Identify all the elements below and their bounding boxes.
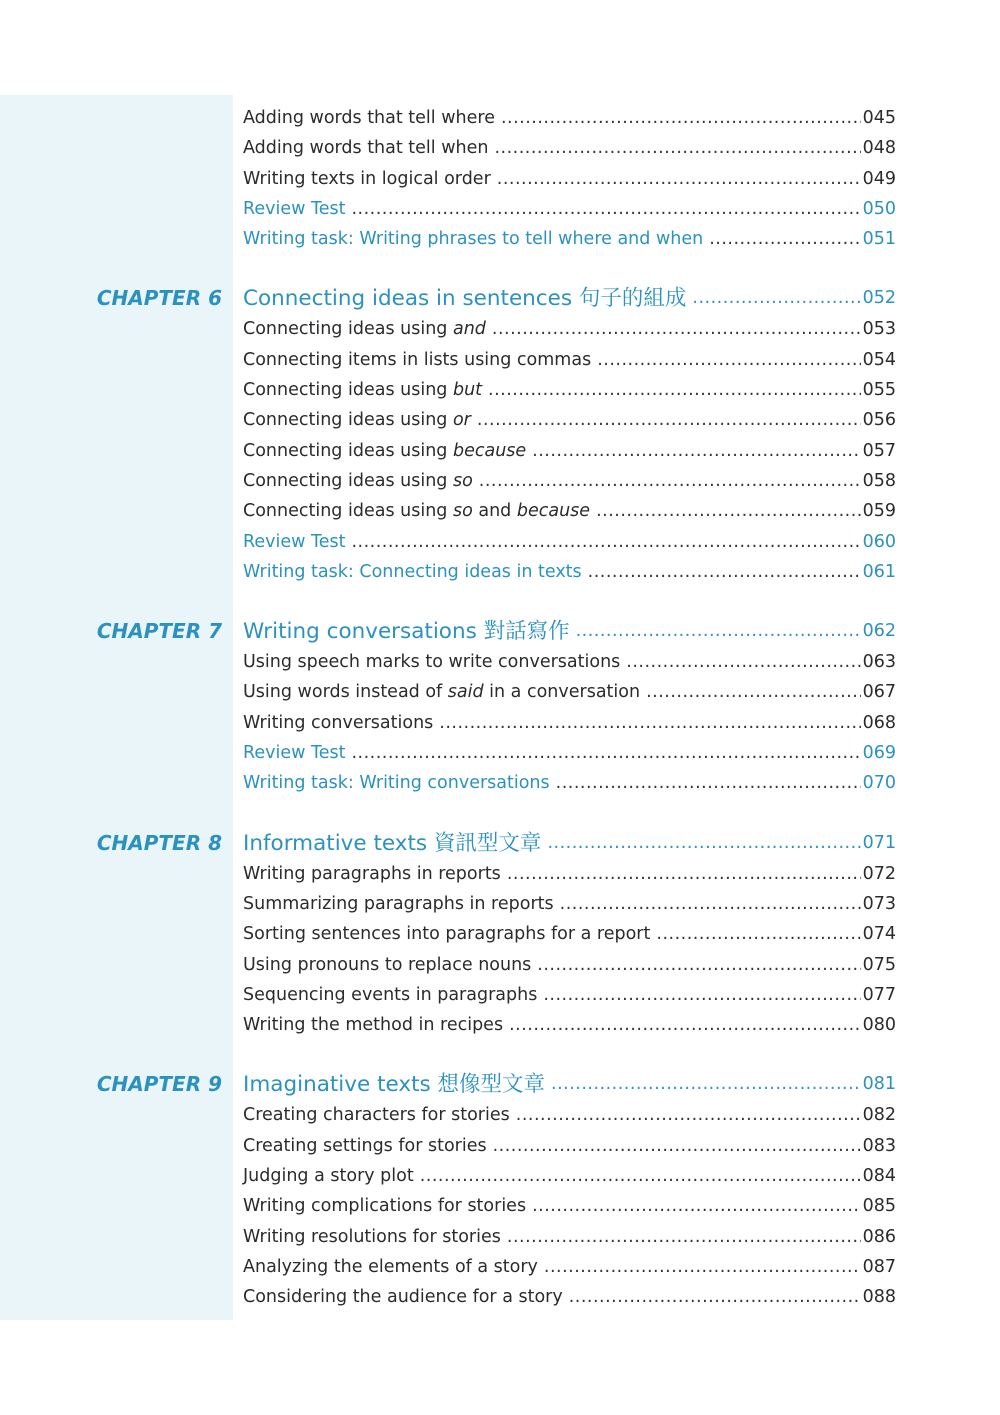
page-number: 055 <box>862 380 896 401</box>
toc-entry[interactable] <box>243 677 896 707</box>
toc-entry[interactable] <box>243 919 896 949</box>
toc-row[interactable] <box>0 889 1000 919</box>
chapter-label: CHAPTER 9 <box>96 1072 222 1097</box>
entry-title-text: Review Test <box>243 531 346 552</box>
page-number: 063 <box>862 652 896 673</box>
chapter-heading-row[interactable] <box>0 1069 1000 1100</box>
entry-title <box>243 164 497 194</box>
entry-title-text: Using speech marks to write conversations <box>243 652 621 673</box>
toc-row[interactable] <box>0 708 1000 738</box>
chapter-entry[interactable] <box>243 283 896 314</box>
toc-row[interactable] <box>0 103 1000 133</box>
toc-row[interactable] <box>0 164 1000 194</box>
page-number: 073 <box>862 893 896 914</box>
chapter-entry[interactable] <box>243 616 896 647</box>
entry-title-text: Writing the method in recipes <box>243 1015 504 1036</box>
entry-title-text: Using words instead of <box>243 682 448 703</box>
entry-title-text: Summarizing paragraphs in reports <box>243 893 554 914</box>
entry-title-italic: because <box>452 440 527 461</box>
dot-leader <box>646 677 861 707</box>
dot-leader <box>544 1252 861 1282</box>
entry-title <box>243 557 588 587</box>
entry-title-text: Writing task: Writing phrases to tell where and when <box>243 229 704 250</box>
entry-title-text: Adding words that tell where <box>243 108 495 128</box>
entry-title-text: Writing texts in logical order <box>243 168 491 189</box>
dot-leader <box>351 194 860 224</box>
dot-leader <box>497 164 861 194</box>
dot-leader <box>439 708 860 738</box>
entry-title-text: Writing complications for stories <box>243 1196 527 1217</box>
entry-title-text: Connecting ideas using <box>243 440 453 461</box>
toc-entry[interactable] <box>243 224 896 254</box>
page-number: 072 <box>862 863 896 884</box>
chapter-entry[interactable] <box>243 828 896 859</box>
entry-title-italic: or <box>452 410 471 431</box>
dot-leader <box>501 103 861 133</box>
toc-group <box>0 254 1000 587</box>
chapter-label: CHAPTER 7 <box>96 619 222 644</box>
toc-row[interactable] <box>0 375 1000 405</box>
toc-row[interactable] <box>0 436 1000 466</box>
toc-entry[interactable] <box>243 1131 896 1161</box>
toc-entry[interactable] <box>243 768 896 798</box>
toc-row[interactable] <box>0 194 1000 224</box>
dot-leader <box>516 1100 861 1130</box>
chapter-page-number: 052 <box>862 288 896 309</box>
dot-leader <box>420 1161 861 1191</box>
entry-title-text: Review Test <box>243 198 346 219</box>
entry-title-text: Writing resolutions for stories <box>243 1226 501 1247</box>
toc-entry[interactable] <box>243 1191 896 1221</box>
toc-row[interactable] <box>0 738 1000 768</box>
entry-title <box>243 345 597 375</box>
chapter-entry[interactable] <box>243 1069 896 1100</box>
entry-title <box>243 980 543 1010</box>
toc-row[interactable] <box>0 919 1000 949</box>
toc-entry[interactable] <box>243 1010 896 1040</box>
toc-entry[interactable] <box>243 466 896 496</box>
dot-leader <box>488 375 861 405</box>
entry-title-italic: so <box>452 470 473 491</box>
dot-leader <box>588 557 861 587</box>
entry-title-text: Connecting ideas using <box>243 319 453 340</box>
page-number: 080 <box>862 1015 896 1036</box>
toc-row[interactable] <box>0 133 1000 163</box>
toc-group <box>0 1040 1000 1312</box>
dot-leader <box>709 224 860 254</box>
entry-title-tail: and <box>472 501 517 522</box>
entry-title-text: Writing task: Writing conversations <box>243 773 550 794</box>
entry-title-text: Connecting ideas using <box>243 501 453 522</box>
entry-title-text: Analyzing the elements of a story <box>243 1256 538 1277</box>
page-number: 087 <box>862 1256 896 1277</box>
toc-row[interactable] <box>0 1100 1000 1130</box>
toc-row[interactable] <box>0 1191 1000 1221</box>
dot-leader <box>543 980 860 1010</box>
entry-title <box>243 677 646 707</box>
dot-leader <box>507 1222 861 1252</box>
entry-title-text: Connecting ideas using <box>243 380 453 401</box>
toc-row[interactable] <box>0 768 1000 798</box>
group-gap <box>0 254 1000 283</box>
toc-group <box>0 799 1000 1041</box>
entry-title <box>243 1100 516 1130</box>
page-number: 068 <box>862 712 896 733</box>
entry-title-italic: but <box>452 380 483 401</box>
toc-entry[interactable] <box>243 1282 896 1312</box>
dot-leader <box>547 828 860 859</box>
page-number: 084 <box>862 1166 896 1187</box>
entry-title <box>243 950 537 980</box>
dot-leader <box>507 859 861 889</box>
dot-leader <box>597 345 860 375</box>
dot-leader <box>479 466 861 496</box>
page-number: 070 <box>862 773 896 794</box>
entry-title-tail: in a conversation <box>483 682 641 703</box>
entry-title <box>243 194 351 224</box>
page-number: 061 <box>862 561 896 582</box>
entry-title-text: Review Test <box>243 743 346 764</box>
entry-title <box>243 1131 493 1161</box>
dot-leader <box>532 1191 861 1221</box>
dot-leader <box>596 496 861 526</box>
entry-title-text: Writing conversations <box>243 712 434 733</box>
page-number: 060 <box>862 531 896 552</box>
entry-title <box>243 1010 509 1040</box>
entry-title-text: Using pronouns to replace nouns <box>243 954 532 975</box>
chapter-heading-row[interactable] <box>0 828 1000 859</box>
page-number: 059 <box>862 501 896 522</box>
entry-title <box>243 859 507 889</box>
entry-title <box>243 1222 507 1252</box>
page-number: 067 <box>862 682 896 703</box>
toc-entry[interactable] <box>243 496 896 526</box>
entry-title <box>243 738 351 768</box>
dot-leader <box>551 1069 861 1100</box>
toc-row[interactable] <box>0 466 1000 496</box>
entry-title-text: Writing paragraphs in reports <box>243 863 501 884</box>
dot-leader <box>493 1131 861 1161</box>
page-number: 085 <box>862 1196 896 1217</box>
entry-title <box>243 768 556 798</box>
entry-title <box>243 1282 569 1312</box>
toc-entry[interactable] <box>243 950 896 980</box>
toc-group <box>0 103 1000 254</box>
dot-leader <box>656 919 860 949</box>
toc-entry[interactable] <box>243 314 896 344</box>
entry-title <box>243 436 532 466</box>
toc-entry[interactable] <box>243 375 896 405</box>
entry-title-italic: so <box>452 501 473 522</box>
entry-title-text: Creating characters for stories <box>243 1105 510 1126</box>
page-number: 082 <box>862 1105 896 1126</box>
toc-entry[interactable] <box>243 557 896 587</box>
toc-row[interactable] <box>0 677 1000 707</box>
entry-title-text: Sorting sentences into paragraphs for a report <box>243 924 651 945</box>
toc-row[interactable] <box>0 1131 1000 1161</box>
toc-row[interactable] <box>0 557 1000 587</box>
chapter-heading-row[interactable] <box>0 283 1000 314</box>
dot-leader <box>351 738 860 768</box>
dot-leader <box>492 314 861 344</box>
page-number: 050 <box>862 198 896 219</box>
page-number: 053 <box>862 319 896 340</box>
toc-row[interactable] <box>0 1252 1000 1282</box>
entry-title <box>243 375 488 405</box>
entry-title <box>243 647 626 677</box>
toc-entry[interactable] <box>243 1252 896 1282</box>
toc-row[interactable] <box>0 950 1000 980</box>
group-gap <box>0 799 1000 828</box>
entry-title <box>243 1191 532 1221</box>
entry-title-text: Connecting ideas using <box>243 410 453 431</box>
dot-leader <box>537 950 860 980</box>
toc-entry[interactable] <box>243 345 896 375</box>
toc-row[interactable] <box>0 980 1000 1010</box>
toc-entry[interactable] <box>243 1161 896 1191</box>
entry-title <box>243 103 501 133</box>
toc-row[interactable] <box>0 1010 1000 1040</box>
table-of-contents <box>0 103 1000 1313</box>
dot-leader <box>532 436 860 466</box>
toc-entry[interactable] <box>243 1222 896 1252</box>
toc-entry[interactable] <box>243 738 896 768</box>
toc-entry[interactable] <box>243 194 896 224</box>
page-number: 074 <box>862 924 896 945</box>
entry-title <box>243 527 351 557</box>
entry-title-text: Creating settings for stories <box>243 1135 487 1156</box>
entry-title-italic: because <box>516 501 591 522</box>
dot-leader <box>494 133 860 163</box>
dot-leader <box>560 889 861 919</box>
entry-title-italic: and <box>452 319 486 340</box>
dot-leader <box>351 527 860 557</box>
entry-title-text: Sequencing events in paragraphs <box>243 984 538 1005</box>
chapter-title: Imaginative texts 想像型文章 <box>243 1072 546 1098</box>
page-number: 069 <box>862 743 896 764</box>
chapter-heading-row[interactable] <box>0 616 1000 647</box>
toc-entry[interactable] <box>243 133 896 163</box>
toc-row[interactable] <box>0 1222 1000 1252</box>
entry-title <box>243 889 560 919</box>
toc-row[interactable] <box>0 1161 1000 1191</box>
entry-title <box>243 919 656 949</box>
toc-row[interactable] <box>0 859 1000 889</box>
toc-entry[interactable] <box>243 859 896 889</box>
page-number: 048 <box>862 138 896 159</box>
toc-group <box>0 587 1000 798</box>
toc-row[interactable] <box>0 224 1000 254</box>
entry-title <box>243 708 439 738</box>
group-gap <box>0 1040 1000 1069</box>
page-number: 058 <box>862 470 896 491</box>
entry-title <box>243 133 494 163</box>
dot-leader <box>576 616 861 647</box>
toc-row[interactable] <box>0 314 1000 344</box>
toc-row[interactable] <box>0 1282 1000 1312</box>
toc-row[interactable] <box>0 496 1000 526</box>
chapter-page-number: 071 <box>862 832 896 853</box>
page-number: 049 <box>862 168 896 189</box>
page-number: 054 <box>862 349 896 370</box>
dot-leader <box>569 1282 861 1312</box>
page-number: 045 <box>862 108 896 128</box>
chapter-label: CHAPTER 8 <box>96 830 222 855</box>
entry-title <box>243 405 477 435</box>
entry-title <box>243 496 596 526</box>
dot-leader <box>509 1010 861 1040</box>
page-number: 075 <box>862 954 896 975</box>
group-gap <box>0 587 1000 616</box>
entry-title-text: Adding words that tell when <box>243 138 489 159</box>
chapter-page-number: 062 <box>862 621 896 642</box>
entry-title <box>243 314 492 344</box>
dot-leader <box>626 647 860 677</box>
toc-row[interactable] <box>0 405 1000 435</box>
toc-entry[interactable] <box>243 889 896 919</box>
entry-title-italic: said <box>447 682 484 703</box>
entry-title-text: Writing task: Connecting ideas in texts <box>243 561 582 582</box>
page-number: 086 <box>862 1226 896 1247</box>
entry-title <box>243 1252 544 1282</box>
toc-entry[interactable] <box>243 527 896 557</box>
page-number: 051 <box>862 229 896 250</box>
dot-leader <box>477 405 861 435</box>
toc-row[interactable] <box>0 647 1000 677</box>
entry-title <box>243 224 709 254</box>
toc-entry[interactable] <box>243 103 896 133</box>
entry-title-text: Connecting items in lists using commas <box>243 349 592 370</box>
entry-title-text: Judging a story plot <box>243 1166 414 1187</box>
entry-title-text: Connecting ideas using <box>243 470 453 491</box>
dot-leader <box>692 283 860 314</box>
chapter-title: Informative texts 資訊型文章 <box>243 830 542 856</box>
page-number: 083 <box>862 1135 896 1156</box>
entry-title <box>243 1161 420 1191</box>
toc-row[interactable] <box>0 527 1000 557</box>
toc-row[interactable] <box>0 345 1000 375</box>
chapter-title: Writing conversations 對話寫作 <box>243 619 570 645</box>
toc-entry[interactable] <box>243 708 896 738</box>
chapter-label: CHAPTER 6 <box>96 286 222 311</box>
toc-entry[interactable] <box>243 647 896 677</box>
toc-entry[interactable] <box>243 436 896 466</box>
entry-title <box>243 466 479 496</box>
toc-entry[interactable] <box>243 980 896 1010</box>
page-number: 077 <box>862 984 896 1005</box>
chapter-title: Connecting ideas in sentences 句子的組成 <box>243 286 687 312</box>
page-number: 056 <box>862 410 896 431</box>
entry-title-text: Considering the audience for a story <box>243 1287 563 1308</box>
page-number: 088 <box>862 1287 896 1308</box>
toc-entry[interactable] <box>243 1100 896 1130</box>
dot-leader <box>556 768 861 798</box>
toc-entry[interactable] <box>243 405 896 435</box>
page-number: 057 <box>862 440 896 461</box>
toc-entry[interactable] <box>243 164 896 194</box>
chapter-page-number: 081 <box>862 1074 896 1095</box>
